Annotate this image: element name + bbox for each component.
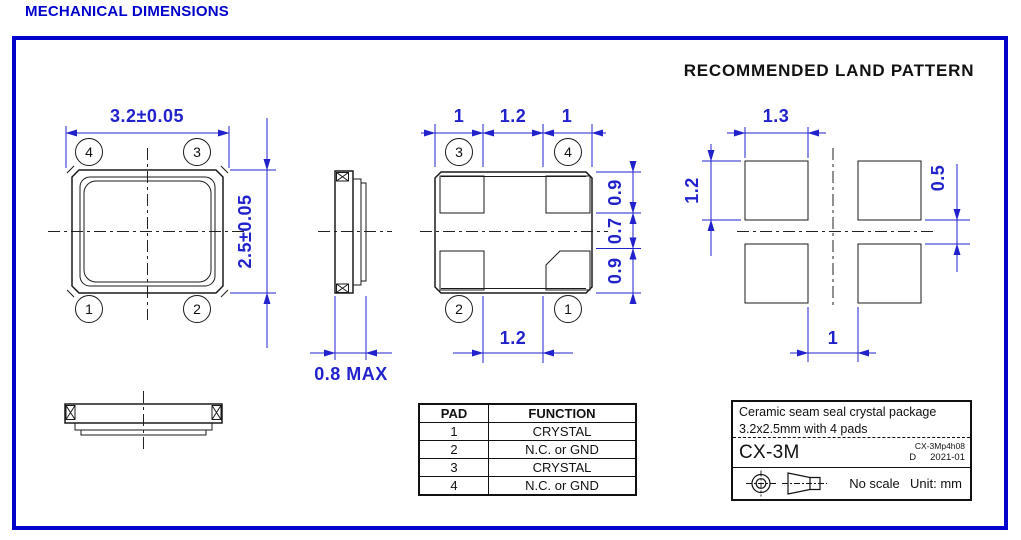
model-row xyxy=(733,438,970,468)
revision-row xyxy=(909,452,965,464)
pin-label: 2 xyxy=(455,301,463,317)
dim-text: 1.2 xyxy=(499,328,527,348)
function-cell: CRYSTAL xyxy=(489,459,637,477)
pad-cell: 4 xyxy=(419,477,489,496)
dim-chain-top xyxy=(421,106,606,167)
pin-label: 1 xyxy=(85,301,93,317)
dim-text: 1.3 xyxy=(762,106,790,126)
pin-callouts-bottom-view xyxy=(446,139,582,323)
col-header-pad: PAD xyxy=(419,404,489,423)
dim-text-thickness: 0.8 MAX xyxy=(314,364,388,384)
dim-text: 0.7 xyxy=(605,217,625,245)
dim-text: 1.2 xyxy=(499,106,527,126)
pin-callouts-top-view xyxy=(76,139,211,323)
table-header-row xyxy=(419,404,636,423)
title-block-footer xyxy=(733,468,970,499)
dim-pad-height xyxy=(682,144,741,256)
dim-text: 1 xyxy=(453,106,465,126)
land-pad xyxy=(858,244,921,303)
scale-note: No scale xyxy=(849,476,900,491)
part-description xyxy=(733,402,970,438)
function-cell: N.C. or GND xyxy=(489,477,637,496)
table-row xyxy=(419,423,636,441)
third-angle-projection-icon xyxy=(737,470,839,497)
land-pattern xyxy=(682,61,974,362)
land-pad xyxy=(745,161,808,220)
pad-3-hatch xyxy=(440,176,484,213)
dim-text: 1 xyxy=(561,106,573,126)
dim-text-width: 3.2±0.05 xyxy=(110,106,184,126)
dim-text: 0.9 xyxy=(605,257,625,285)
dim-col-gap xyxy=(790,307,876,362)
land-pad xyxy=(745,244,808,303)
function-cell: N.C. or GND xyxy=(489,441,637,459)
bottom-view xyxy=(420,106,641,363)
title-block xyxy=(731,400,972,501)
pad-4-hatch xyxy=(546,176,590,213)
dim-height xyxy=(230,118,276,348)
table-row xyxy=(419,441,636,459)
page-title: MECHANICAL DIMENSIONS xyxy=(25,3,229,20)
pad-cell: 2 xyxy=(419,441,489,459)
revision-date: 2021-01 xyxy=(930,451,965,463)
dim-text: 1.2 xyxy=(682,177,702,204)
pin-label: 1 xyxy=(564,301,572,317)
description-line1: Ceramic seam seal crystal package xyxy=(739,405,937,419)
table-row xyxy=(419,477,636,496)
pad-cell: 3 xyxy=(419,459,489,477)
dim-text: 0.9 xyxy=(605,179,625,206)
table-row xyxy=(419,459,636,477)
dim-thickness xyxy=(310,296,392,384)
dim-pad-width xyxy=(727,106,826,158)
dim-text: 0.5 xyxy=(928,164,948,192)
top-view xyxy=(48,106,276,348)
pin-label: 2 xyxy=(193,301,201,317)
pad-function-table xyxy=(418,403,637,496)
dim-text-height: 2.5±0.05 xyxy=(235,194,255,269)
pin-label: 3 xyxy=(193,144,201,160)
land-pad xyxy=(858,161,921,220)
revision: D xyxy=(909,451,917,463)
bottom-body-outline xyxy=(435,172,592,293)
land-pattern-heading: RECOMMENDED LAND PATTERN xyxy=(683,61,975,80)
pad-1-hatch-chamfered xyxy=(546,251,590,290)
function-cell: CRYSTAL xyxy=(489,423,637,441)
pin-label: 4 xyxy=(85,144,93,160)
pad-cell: 1 xyxy=(419,423,489,441)
model-name: CX-3M xyxy=(739,441,800,463)
unit-note: Unit: mm xyxy=(909,476,962,491)
dim-chain-right xyxy=(596,162,641,303)
dim-text: 1 xyxy=(827,328,839,348)
profile-view xyxy=(65,391,222,452)
pin-label: 4 xyxy=(564,144,572,160)
document-info xyxy=(909,441,965,464)
description-line2: 3.2x2.5mm with 4 pads xyxy=(739,421,868,436)
dim-row-gap xyxy=(925,164,970,272)
doc-number: CX-3Mp4h08 xyxy=(914,441,965,452)
pin-label: 3 xyxy=(455,144,463,160)
side-view xyxy=(310,171,392,384)
col-header-function: FUNCTION xyxy=(489,404,637,423)
pad-2-hatch xyxy=(440,251,484,290)
